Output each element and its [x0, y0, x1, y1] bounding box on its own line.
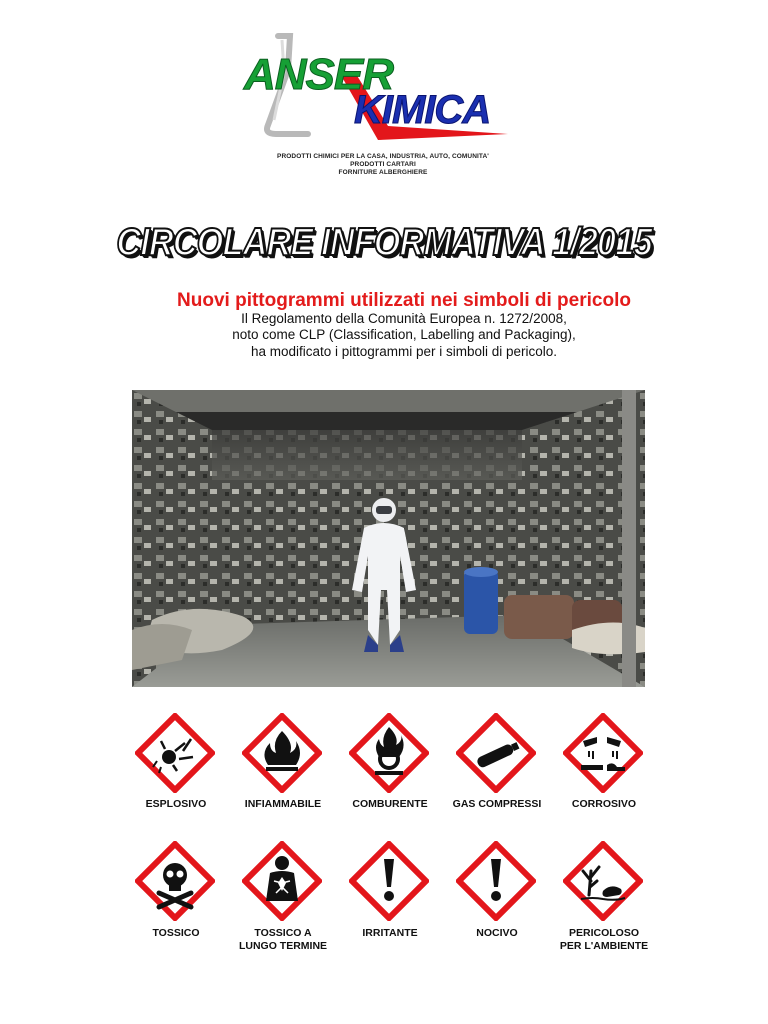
intro-line: ha modificato i pittogrammi per i simboli di pericolo. — [250, 344, 558, 359]
exclamation-mark-icon — [456, 841, 536, 921]
pictogram-label: INFIAMMABILE — [244, 798, 322, 810]
flame-over-circle-icon — [349, 713, 429, 793]
health-hazard-icon — [242, 841, 322, 921]
pictogram-label: TOSSICO A LUNGO TERMINE — [238, 927, 328, 952]
pictogram-label: ESPLOSIVO — [145, 798, 207, 810]
pictogram-label: PERICOLOSO PER L'AMBIENTE — [559, 927, 649, 952]
intro-line: Il Regolamento della Comunità Europea n. 1272/2008, — [241, 311, 567, 326]
tagline-line: PRODOTTI CHIMICI PER LA CASA, INDUSTRIA, AUTO, COMUNITA' — [277, 153, 489, 160]
flame-icon — [242, 713, 322, 793]
exclamation-mark-icon — [349, 841, 429, 921]
intro-line: noto come CLP (Classification, Labelling and Packaging), — [232, 327, 576, 342]
hero-photo — [132, 390, 645, 687]
gas-cylinder-icon — [456, 713, 536, 793]
pictogram-irritant — [339, 841, 439, 941]
pictogram-environment — [553, 841, 653, 941]
page-title: CIRCOLARE INFORMATIVA 1/2015 — [116, 221, 652, 264]
corrosion-icon — [563, 713, 643, 793]
pictogram-label: GAS COMPRESSI — [452, 798, 542, 810]
subtitle: Nuovi pittogrammi utilizzati nei simboli di pericolo — [177, 290, 631, 311]
logo-word-kimica: KIMICA — [354, 88, 491, 132]
logo-word-anser: ANSER — [244, 50, 394, 99]
pictogram-label: COMBURENTE — [352, 798, 428, 810]
tagline-line: FORNITURE ALBERGHIERE — [338, 169, 428, 176]
exploding-bomb-icon — [135, 713, 215, 793]
pictogram-label: NOCIVO — [476, 927, 518, 939]
environment-icon — [563, 841, 643, 921]
pictogram-health-hazard — [232, 841, 332, 941]
pictogram-harmful — [446, 841, 546, 941]
pictogram-toxic — [125, 841, 225, 941]
tagline-line: PRODOTTI CARTARI — [350, 161, 416, 168]
pictogram-label: TOSSICO — [152, 927, 200, 939]
pictogram-label: IRRITANTE — [362, 927, 418, 939]
pictogram-label: CORROSIVO — [571, 798, 637, 810]
skull-crossbones-icon — [135, 841, 215, 921]
